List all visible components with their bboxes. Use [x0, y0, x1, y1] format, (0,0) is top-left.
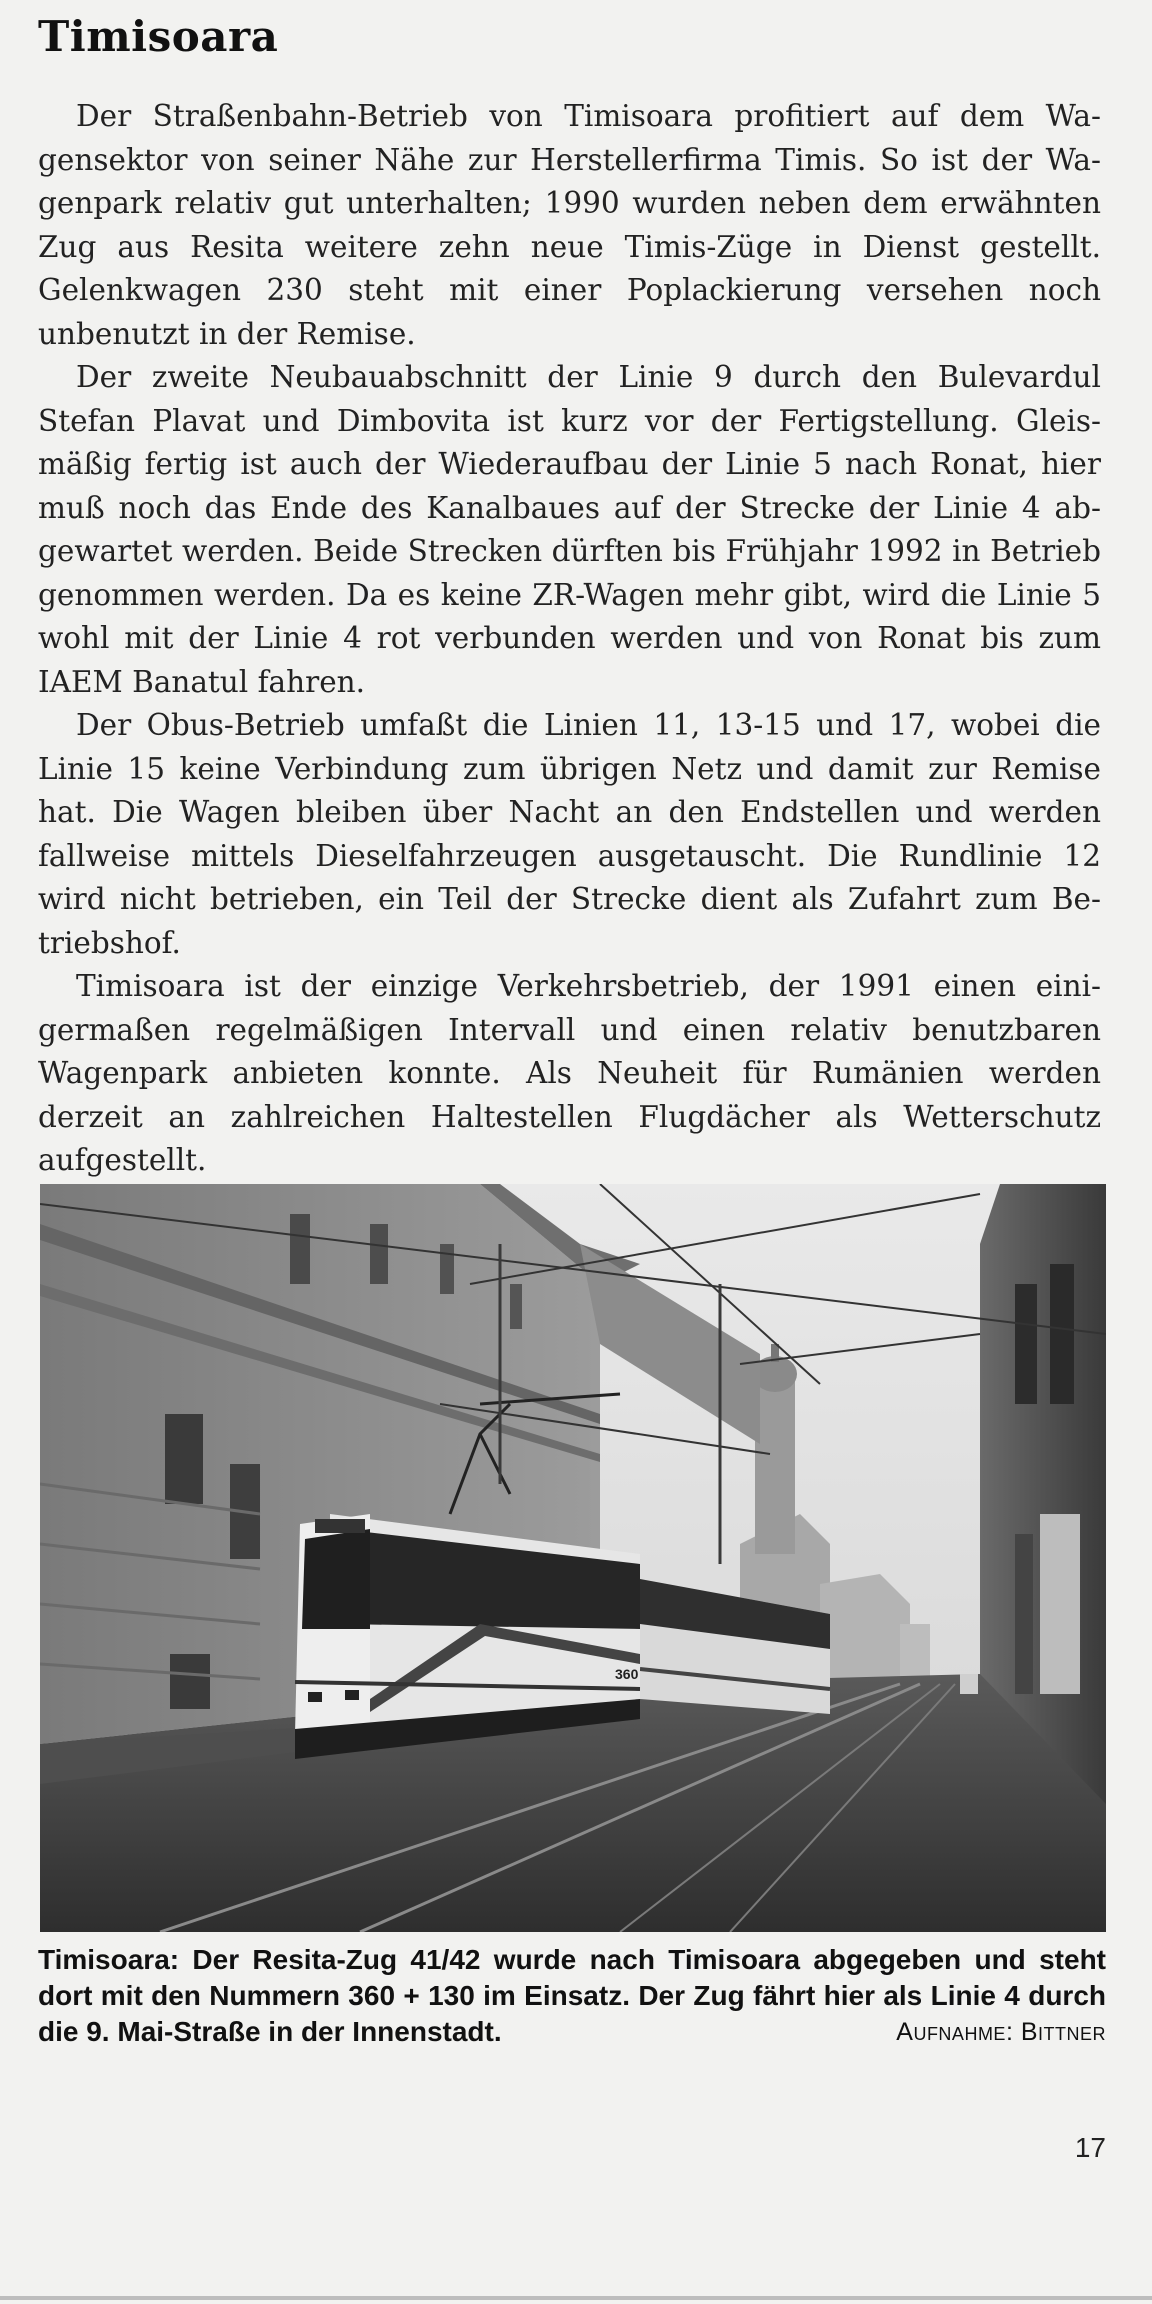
caption-text: Timisoara: Der Resita-Zug 41/42 wurde nach Timisoara abgegeben und steht dort mit den Nummern 360 + 130 im Einsatz. Der Zug fährt hier als Linie 4 durch die 9. Mai-Straße in der Innenstadt. — [38, 1944, 1106, 2047]
paragraph-4: Timisoara ist der einzige Verkehrsbetrieb, der 1991 einen einigermaßen regelmäßigen Intervall und einen relativ benutzbaren Wagenpark anbieten konnte. Als Neuheit für Rumänien werden derzeit an zahlreichen Haltestellen Flugdächer als Wetterschutz aufgestellt. — [38, 969, 1101, 1177]
tram-number: 360 — [615, 1666, 639, 1682]
paragraph-1: Der Straßenbahn-Betrieb von Timisoara profitiert auf dem Wagensektor von seiner Nähe zur Herstellerfirma Timis. So ist der Wagenpark relativ gut unterhalten; 1990 wurden neben dem erwähnten Zug aus Resita weitere zehn neue Timis-Züge in Dienst gestellt. Gelenkwagen 230 steht mit einer Poplackierung versehen noch unbenutzt in der Remise. — [38, 99, 1101, 351]
paragraph-3: Der Obus-Betrieb umfaßt die Linien 11, 13-15 und 17, wobei die Linie 15 keine Verbindung zum übrigen Netz und damit zur Remise hat. Die Wagen bleiben über Nacht an den Endstellen und werden fallweise mittels Dieselfahrzeugen ausgetauscht. Die Rundlinie 12 wird nicht betrieben, ein Teil der Strecke dient als Zufahrt zum Betriebshof. — [38, 708, 1101, 960]
article-body — [38, 95, 1101, 1183]
page-bottom-edge — [0, 2296, 1152, 2300]
photo-tram-street — [40, 1184, 1106, 1932]
photo-credit: Aufnahme: Bittner — [896, 2018, 1106, 2046]
paragraph-2: Der zweite Neubauabschnitt der Linie 9 durch den Bulevardul Stefan Plavat und Dimbovita ist kurz vor der Fertigstellung. Gleismäßig fertig ist auch der Wiederaufbau der Linie 5 nach Ronat, hier muß noch das Ende des Kanalbaues auf der Strecke der Linie 4 abgewartet werden. Beide Strecken dürften bis Frühjahr 1992 in Betrieb genommen werden. Da es keine ZR-Wagen mehr gibt, wird die Linie 5 wohl mit der Linie 4 rot verbunden werden und von Ronat bis zum IAEM Banatul fahren. — [38, 360, 1101, 699]
photo-caption — [38, 1942, 1106, 2050]
page-number: 17 — [1074, 2132, 1106, 2163]
article-heading: Timisoara — [38, 12, 279, 61]
page — [38, 0, 1106, 2304]
